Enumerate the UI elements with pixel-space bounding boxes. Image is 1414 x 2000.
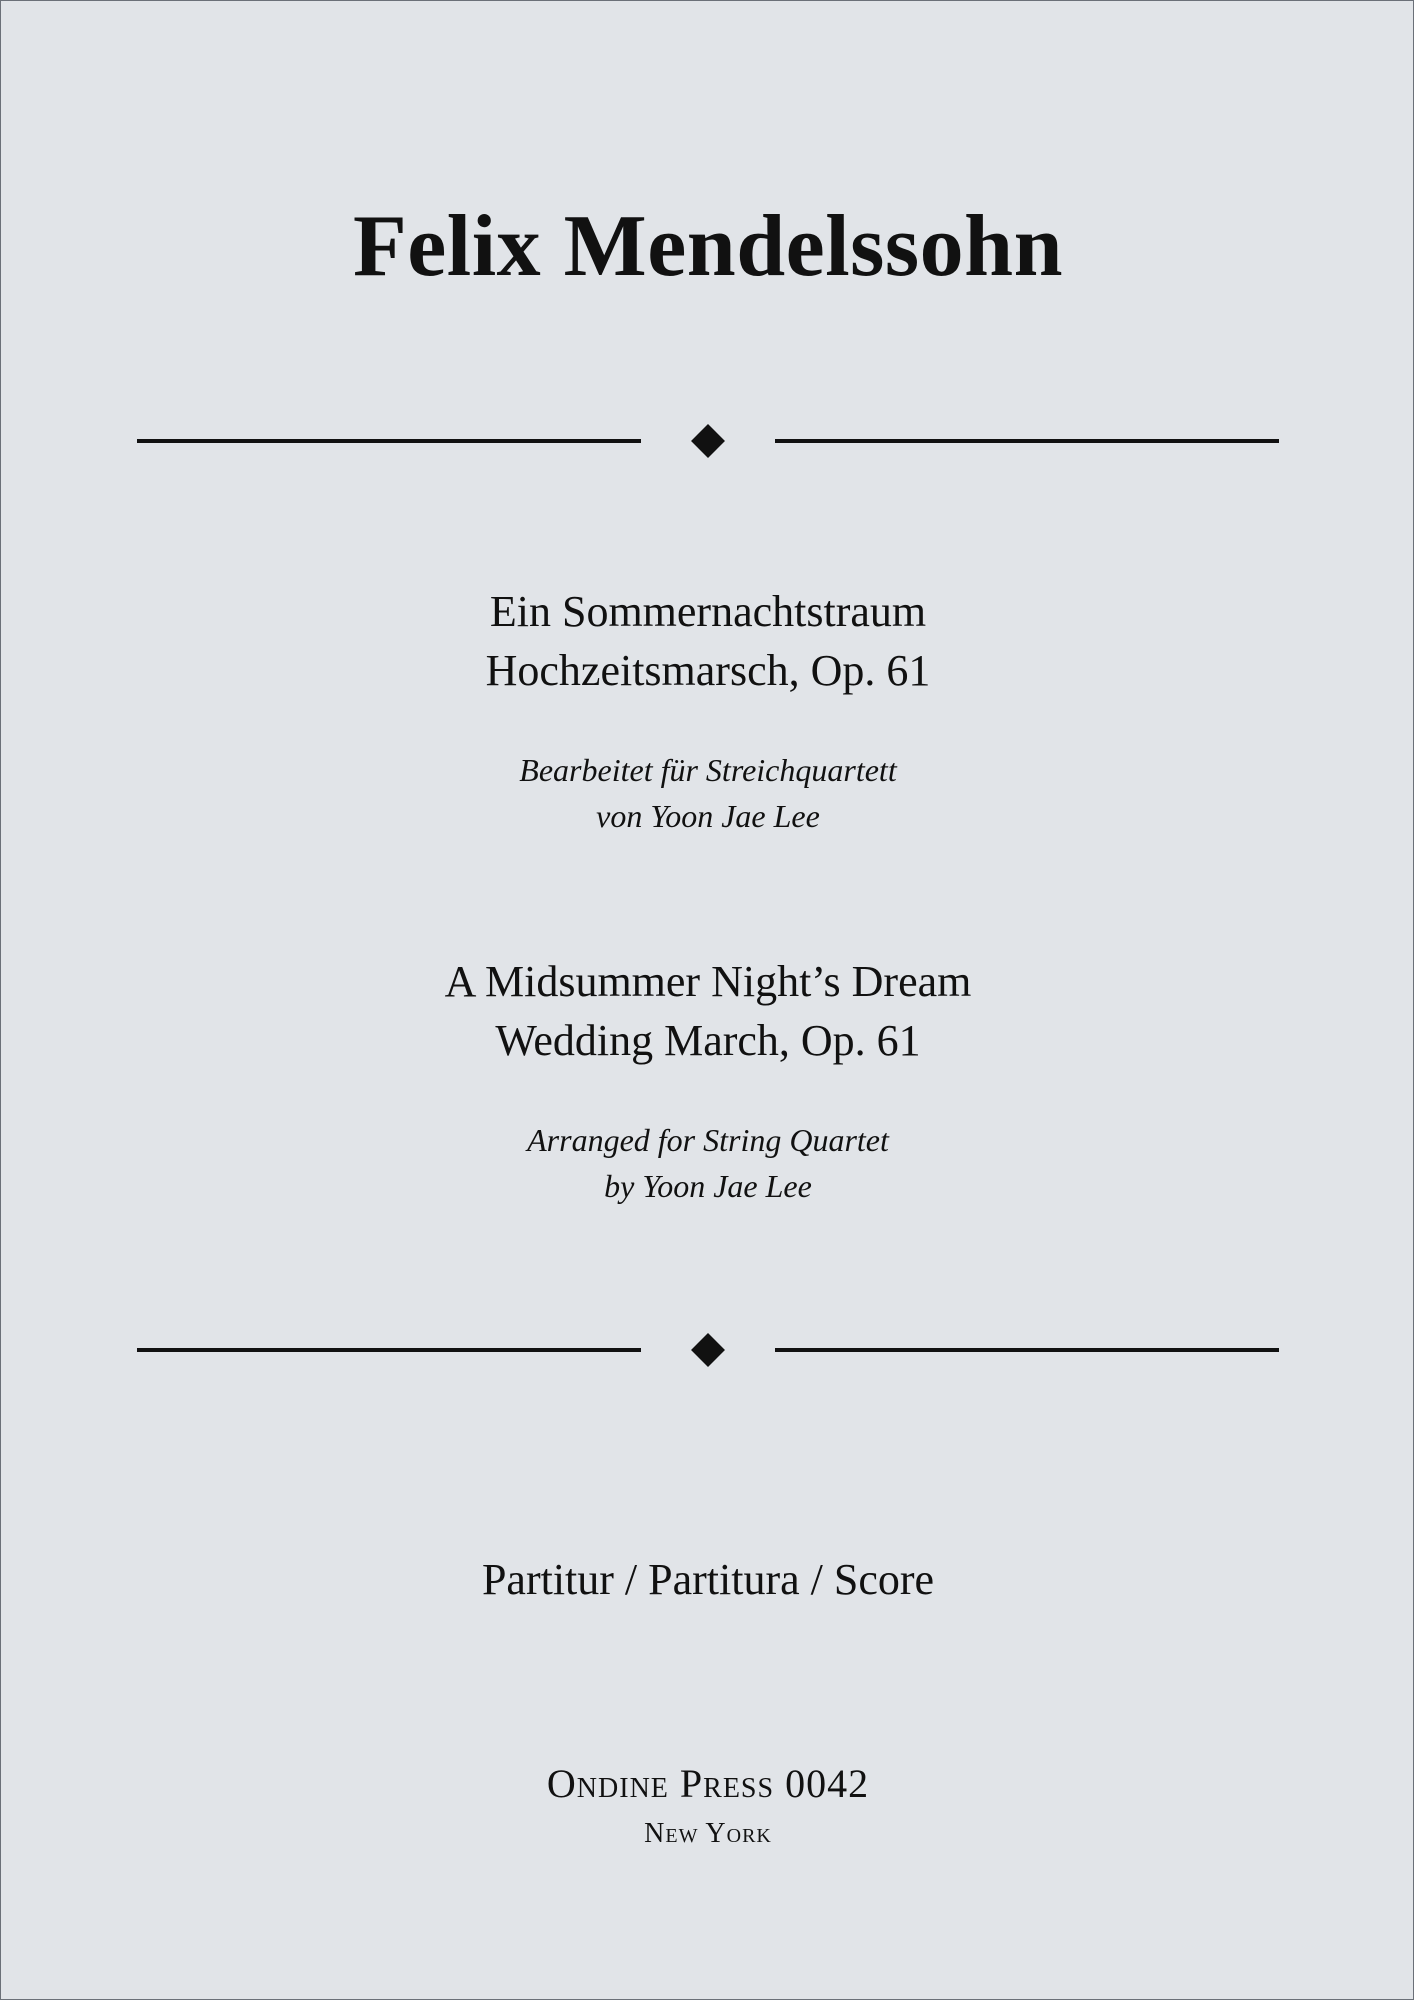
divider-line-right — [775, 439, 1279, 443]
score-label: Partitur / Partitura / Score — [481, 1555, 935, 1604]
english-subtitle: Wedding March, Op. 61 — [495, 1016, 921, 1065]
english-title: A Midsummer Night’s Dream — [444, 957, 972, 1006]
diamond-icon — [691, 1333, 725, 1367]
divider-line-right — [775, 1348, 1279, 1352]
top-divider — [1, 426, 1414, 456]
english-arranger: by Yoon Jae Lee — [604, 1168, 812, 1204]
german-subtitle: Hochzeitsmarsch, Op. 61 — [485, 646, 931, 695]
publisher-name: Ondine Press 0042 — [546, 1761, 870, 1806]
diamond-icon — [691, 424, 725, 458]
divider-line-left — [137, 439, 641, 443]
publisher-location: New York — [644, 1818, 772, 1849]
german-arranger: von Yoon Jae Lee — [596, 798, 820, 834]
english-arrangement: Arranged for String Quartet — [527, 1122, 889, 1158]
divider-line-left — [137, 1348, 641, 1352]
composer-name: Felix Mendelssohn — [352, 198, 1064, 295]
german-title: Ein Sommernachtstraum — [489, 587, 927, 636]
bottom-divider — [1, 1335, 1414, 1365]
german-arrangement: Bearbeitet für Streichquartett — [519, 752, 897, 788]
